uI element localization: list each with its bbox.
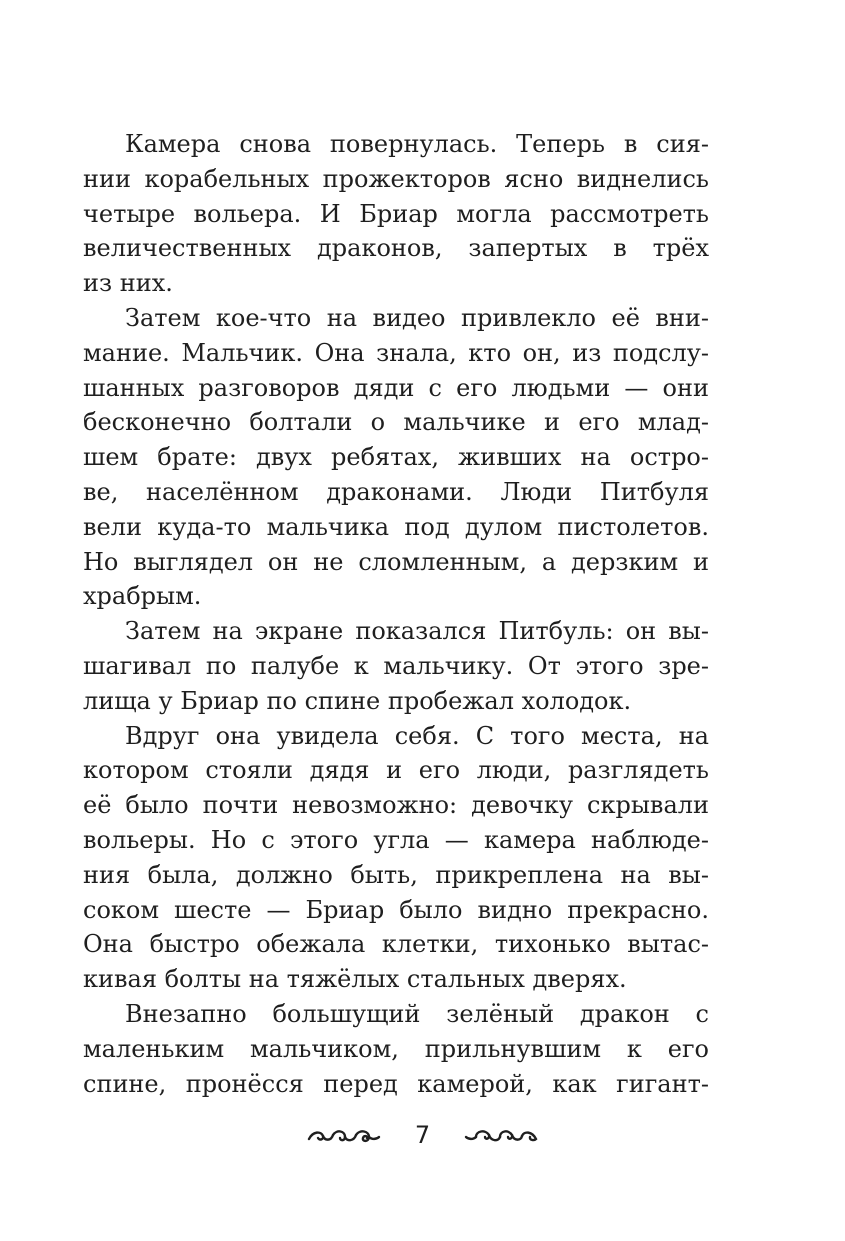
text-line: шанных разговоров дяди с его людьми — они xyxy=(83,373,709,402)
text-line: кивая болты на тяжёлых стальных дверях. xyxy=(83,965,627,994)
page-number: 7 xyxy=(414,1121,431,1149)
text-line: четыре вольера. И Бриар могла рассмотреть xyxy=(83,199,709,228)
text-line: Камера снова повернулась. Теперь в сия- xyxy=(125,130,709,158)
text-line: спине, пронёсся перед камерой, как гигант- xyxy=(83,1069,709,1098)
text-line: храбрым. xyxy=(83,582,202,611)
text-line: маленьким мальчиком, прильнувшим к его xyxy=(83,1034,709,1063)
text-line: Внезапно большущий зелёный дракон с xyxy=(125,999,709,1028)
text-line: шем брате: двух ребятах, живших на остро- xyxy=(83,443,709,472)
text-line: вели куда-то мальчика под дулом пистолетов. xyxy=(83,512,709,541)
text-line: нии корабельных прожекторов ясно виднелись xyxy=(83,164,709,193)
swirl-ornament-left-icon xyxy=(307,1125,381,1145)
text-line: котором стояли дядя и его люди, разглядеть xyxy=(83,756,709,785)
text-line: Затем на экране показался Питбуль: он вы- xyxy=(125,617,709,646)
text-line: величественных драконов, запертых в трёх xyxy=(83,234,709,263)
text-line: из них. xyxy=(83,269,173,298)
text-line: Она быстро обежала клетки, тихонько вытас- xyxy=(83,930,709,959)
text-line: вольеры. Но с этого угла — камера наблюде- xyxy=(83,825,709,854)
text-line: Но выглядел он не сломленным, а дерзким и xyxy=(83,547,709,576)
text-line: бесконечно болтали о мальчике и его млад- xyxy=(83,408,709,437)
text-line: мание. Мальчик. Она знала, кто он, из подслу- xyxy=(83,338,709,367)
body-text xyxy=(83,127,709,1101)
text-line: её было почти невозможно: девочку скрывали xyxy=(83,791,709,820)
text-line: Затем кое-что на видео привлекло её вни- xyxy=(125,303,709,332)
text-line: Вдруг она увидела себя. С того места, на xyxy=(125,721,709,750)
text-line: шагивал по палубе к мальчику. От этого зре- xyxy=(83,651,709,680)
page-footer xyxy=(0,1115,845,1155)
text-line: лища у Бриар по спине пробежал холодок. xyxy=(83,686,632,715)
text-line: ния была, должно быть, прикреплена на вы- xyxy=(83,860,709,889)
swirl-ornament-right-icon xyxy=(464,1125,538,1145)
text-line: ве, населённом драконами. Люди Питбуля xyxy=(83,477,709,506)
text-line: соком шесте — Бриар было видно прекрасно. xyxy=(83,895,709,924)
